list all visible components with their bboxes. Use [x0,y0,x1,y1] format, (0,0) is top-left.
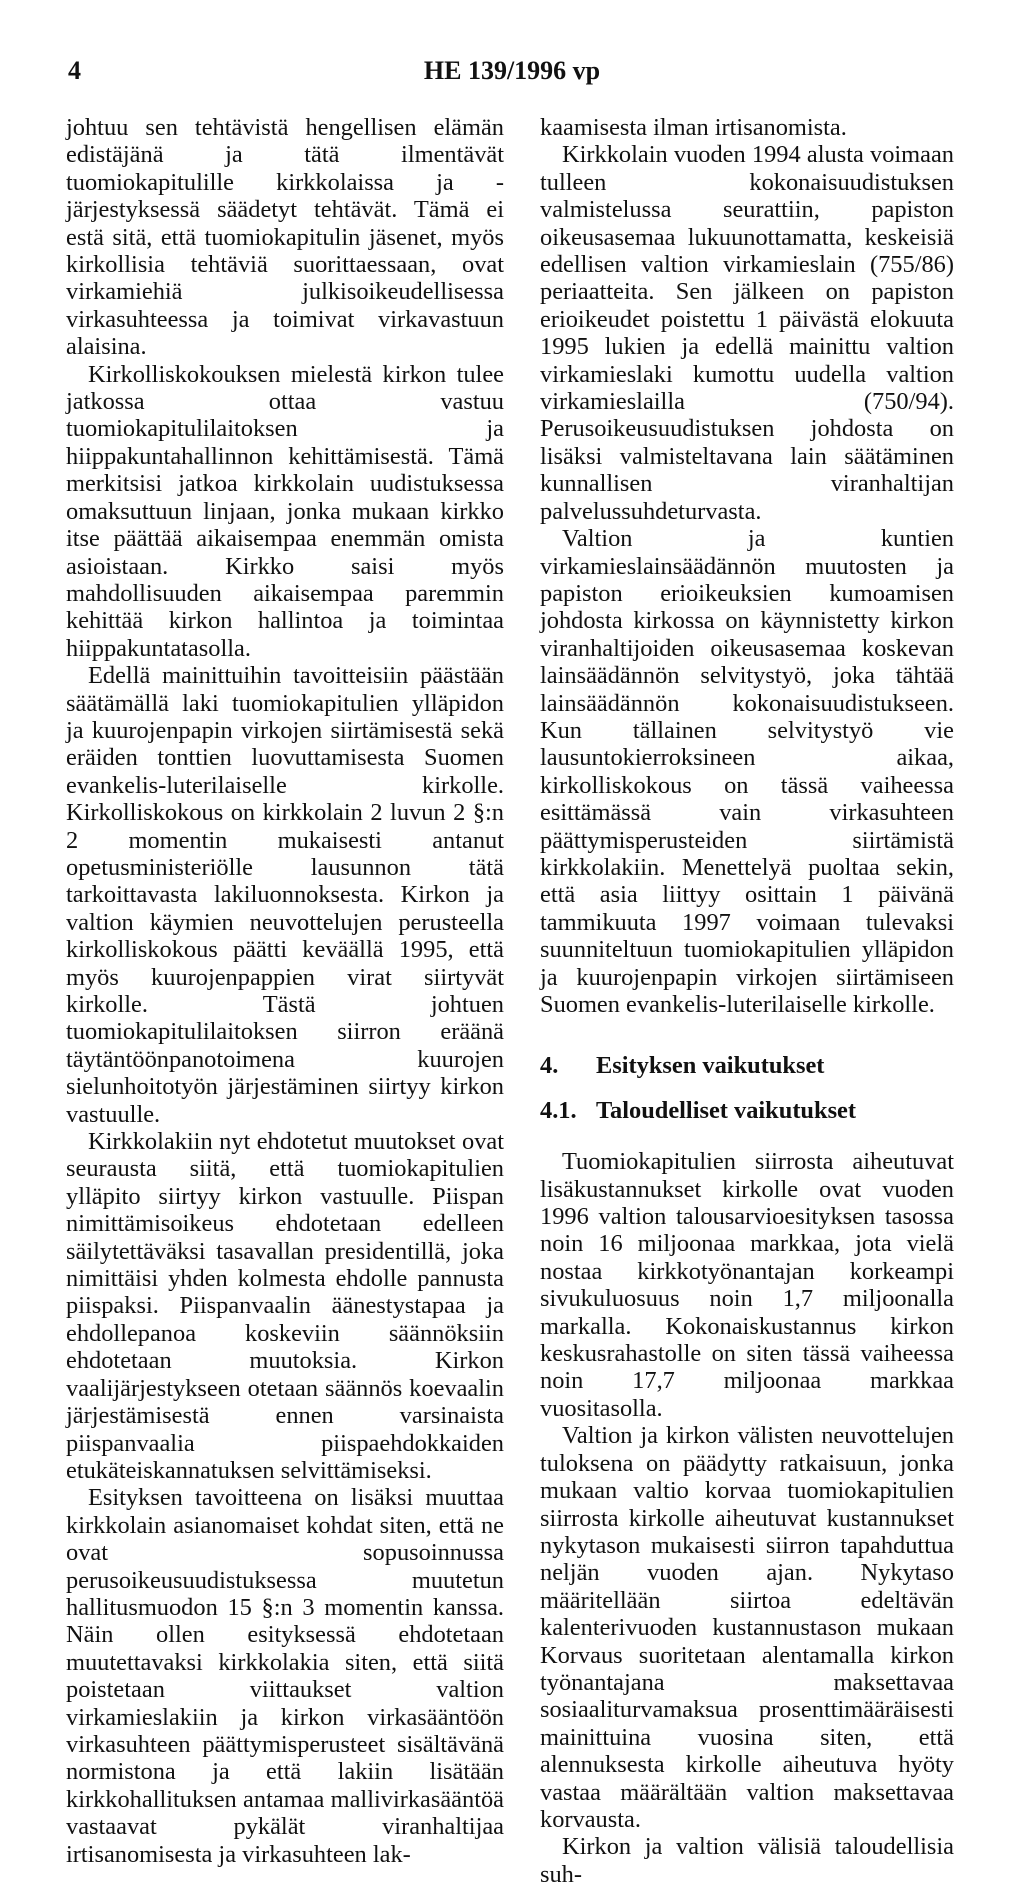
paragraph: Kirkkolain vuoden 1994 alusta voimaan tulleen kokonaisuudistuksen valmistelussa seurattiin, papiston oikeusasemaa lukuunottamatta, keskeisiä edellisen valtion virkamieslain (755/86) periaatteita. Sen jälkeen on papiston erioikeudet poistettu 1 päivästä elokuuta 1995 lukien ja edellä mainittu valtion virkamieslaki kumottu uudella valtion virkamieslailla (750/94). Perusoikeusuudistuksen johdosta on lisäksi valmisteltavana lain säätäminen kunnallisen viranhaltijan palvelussuhdeturvasta. [540,141,954,525]
right-column [540,114,954,1888]
paragraph: Tuomiokapitulien siirrosta aiheutuvat lisäkustannukset kirkolle ovat vuoden 1996 valtion talousarvioesityksen tasossa noin 16 miljoonaa markkaa, jota vielä nostaa kirkkotyönantajan korkeampi sivukuluosuus noin 1,7 miljoonalla markalla. Kokonaiskustannus kirkon keskusrahastolle on siten tässä vaiheessa noin 17,7 miljoonaa markkaa vuositasolla. [540,1148,954,1422]
paragraph: Valtion ja kuntien virkamieslainsäädännön muutosten ja papiston erioikeuksien kumoamisen johdosta kirkossa on käynnistetty kirkon viranhaltijoiden oikeusasemaa koskevan lainsäädännön selvitystyö, joka tähtää lainsäädännön kokonaisuudistukseen. Kun tällainen selvitystyö vie lausuntokierroksineen aikaa, kirkolliskokous on tässä vaiheessa esittämässä vain virkasuhteen päättymisperusteiden siirtämistä kirkkolakiin. Menettelyä puoltaa sekin, että asia liittyy osittain 1 päivänä tammikuuta 1997 voimaan tulevaksi suunniteltuun tuomiokapitulien ylläpidon ja kuurojenpapin virkojen siirtämiseen Suomen evankelis-luterilaiselle kirkolle. [540,525,954,1018]
section-number: 4. [540,1052,559,1080]
paragraph: Edellä mainittuihin tavoitteisiin päästään säätämällä laki tuomiokapitulien ylläpidon ja kuurojenpapin virkojen siirtämisestä sekä eräiden tonttien luovuttamisesta Suomen evankelis-luterilaiselle kirkolle. Kirkolliskokous on kirkkolain 2 luvun 2 §:n 2 momentin mukaisesti antanut opetusministeriölle lausunnon tätä tarkoittavasta lakiluonnoksesta. Kirkon ja valtion käymien neuvottelujen perusteella kirkolliskokous päätti keväällä 1995, että myös kuurojenpappien virat siirtyvät kirkolle. Tästä johtuen tuomiokapitulilaitoksen siirron eräänä täytäntöönpanotoimena kuurojen sielunhoitotyön järjestäminen siirtyy kirkon vastuulle. [66,662,504,1128]
section-heading [540,1052,954,1079]
subsection-heading [540,1097,954,1124]
paragraph: kaamisesta ilman irtisanomista. [540,114,847,141]
paragraph: Kirkkolakiin nyt ehdotetut muutokset ovat seurausta siitä, että tuomiokapitulien ylläpito siirtyy kirkon vastuulle. Piispan nimittämisoikeus ehdotetaan edelleen säilytettäväksi tasavallan presidentillä, joka nimittäisi yhden kolmesta ehdolle pannusta piispaksi. Piispanvaalin äänestystapaa ja ehdollepanoa koskeviin säännöksiin ehdotetaan muutoksia. Kirkon vaalijärjestykseen otetaan säännös koevaalin järjestämisestä ennen varsinaista piispanvaalia piispaehdokkaiden etukäteiskannatuksen selvittämiseksi. [66,1128,504,1484]
paragraph: johtuu sen tehtävistä hengellisen elämän edistäjänä ja tätä ilmentävät tuomiokapitulille kirkkolaissa ja -järjestyksessä säädetyt tehtävät. Tämä ei estä sitä, että tuomiokapitulin jäsenet, myös kirkollisia tehtäviä suorittaessaan, ovat virkamiehiä julkisoikeudellisessa virkasuhteessa ja toimivat virkavastuun alaisina. [66,114,504,361]
paragraph: Valtion ja kirkon välisten neuvottelujen tuloksena on päädytty ratkaisuun, jonka mukaan valtio korvaa tuomiokapitulien siirrosta kirkolle aiheutuvat kustannukset nykytason mukaisesti siirron tapahduttua neljän vuoden ajan. Nykytaso määritellään siirtoa edeltävän kalenterivuoden kustannustason mukaan Korvaus suoritetaan alentamalla kirkon työnantajana maksettavaa sosiaaliturvamaksua prosenttimääräisesti mainittuina vuosina siten, että alennuksesta kirkolle aiheutuva hyöty vastaa määrältään valtion maksettavaa korvausta. [540,1422,954,1833]
left-column [66,114,504,1868]
page-header [0,56,1024,96]
document-id: HE 139/1996 vp [423,56,601,85]
paragraph: Kirkon ja valtion välisiä taloudellisia suh- [540,1833,954,1888]
paragraph: Kirkolliskokouksen mielestä kirkon tulee jatkossa ottaa vastuu tuomiokapitulilaitoksen ja hiippakuntahallinnon kehittämisestä. Tämä merkitsisi jatkoa kirkkolain uudistuksessa omaksuttuun linjaan, jonka mukaan kirkko itse päättää aikaisempaa enemmän omista asioistaan. Kirkko saisi myös mahdollisuuden aikaisempaa paremmin kehittää kirkon hallintoa ja toimintaa hiippakuntatasolla. [66,360,504,662]
subsection-number: 4.1. [540,1096,577,1124]
subsection-title: Taloudelliset vaikutukset [596,1096,857,1124]
section-title: Esityksen vaikutukset [596,1052,825,1080]
paragraph: Esityksen tavoitteena on lisäksi muuttaa kirkkolain asianomaiset kohdat siten, että ne ovat sopusoinnussa perusoikeusuudistuksessa muutetun hallitusmuodon 15 §:n 3 momentin kanssa. Näin ollen esityksessä ehdotetaan muutettavaksi kirkkolakia siten, että siitä poistetaan viittaukset valtion virkamieslakiin ja kirkon virkasääntöön virkasuhteen päättymisperusteet sisältävänä normistona ja että lakiin lisätään kirkkohallituksen antamaa mallivirkasääntöä vastaavat pykälät viranhaltijaa irtisanomisesta ja virkasuhteen lak- [66,1484,504,1868]
page-number: 4 [68,56,81,85]
